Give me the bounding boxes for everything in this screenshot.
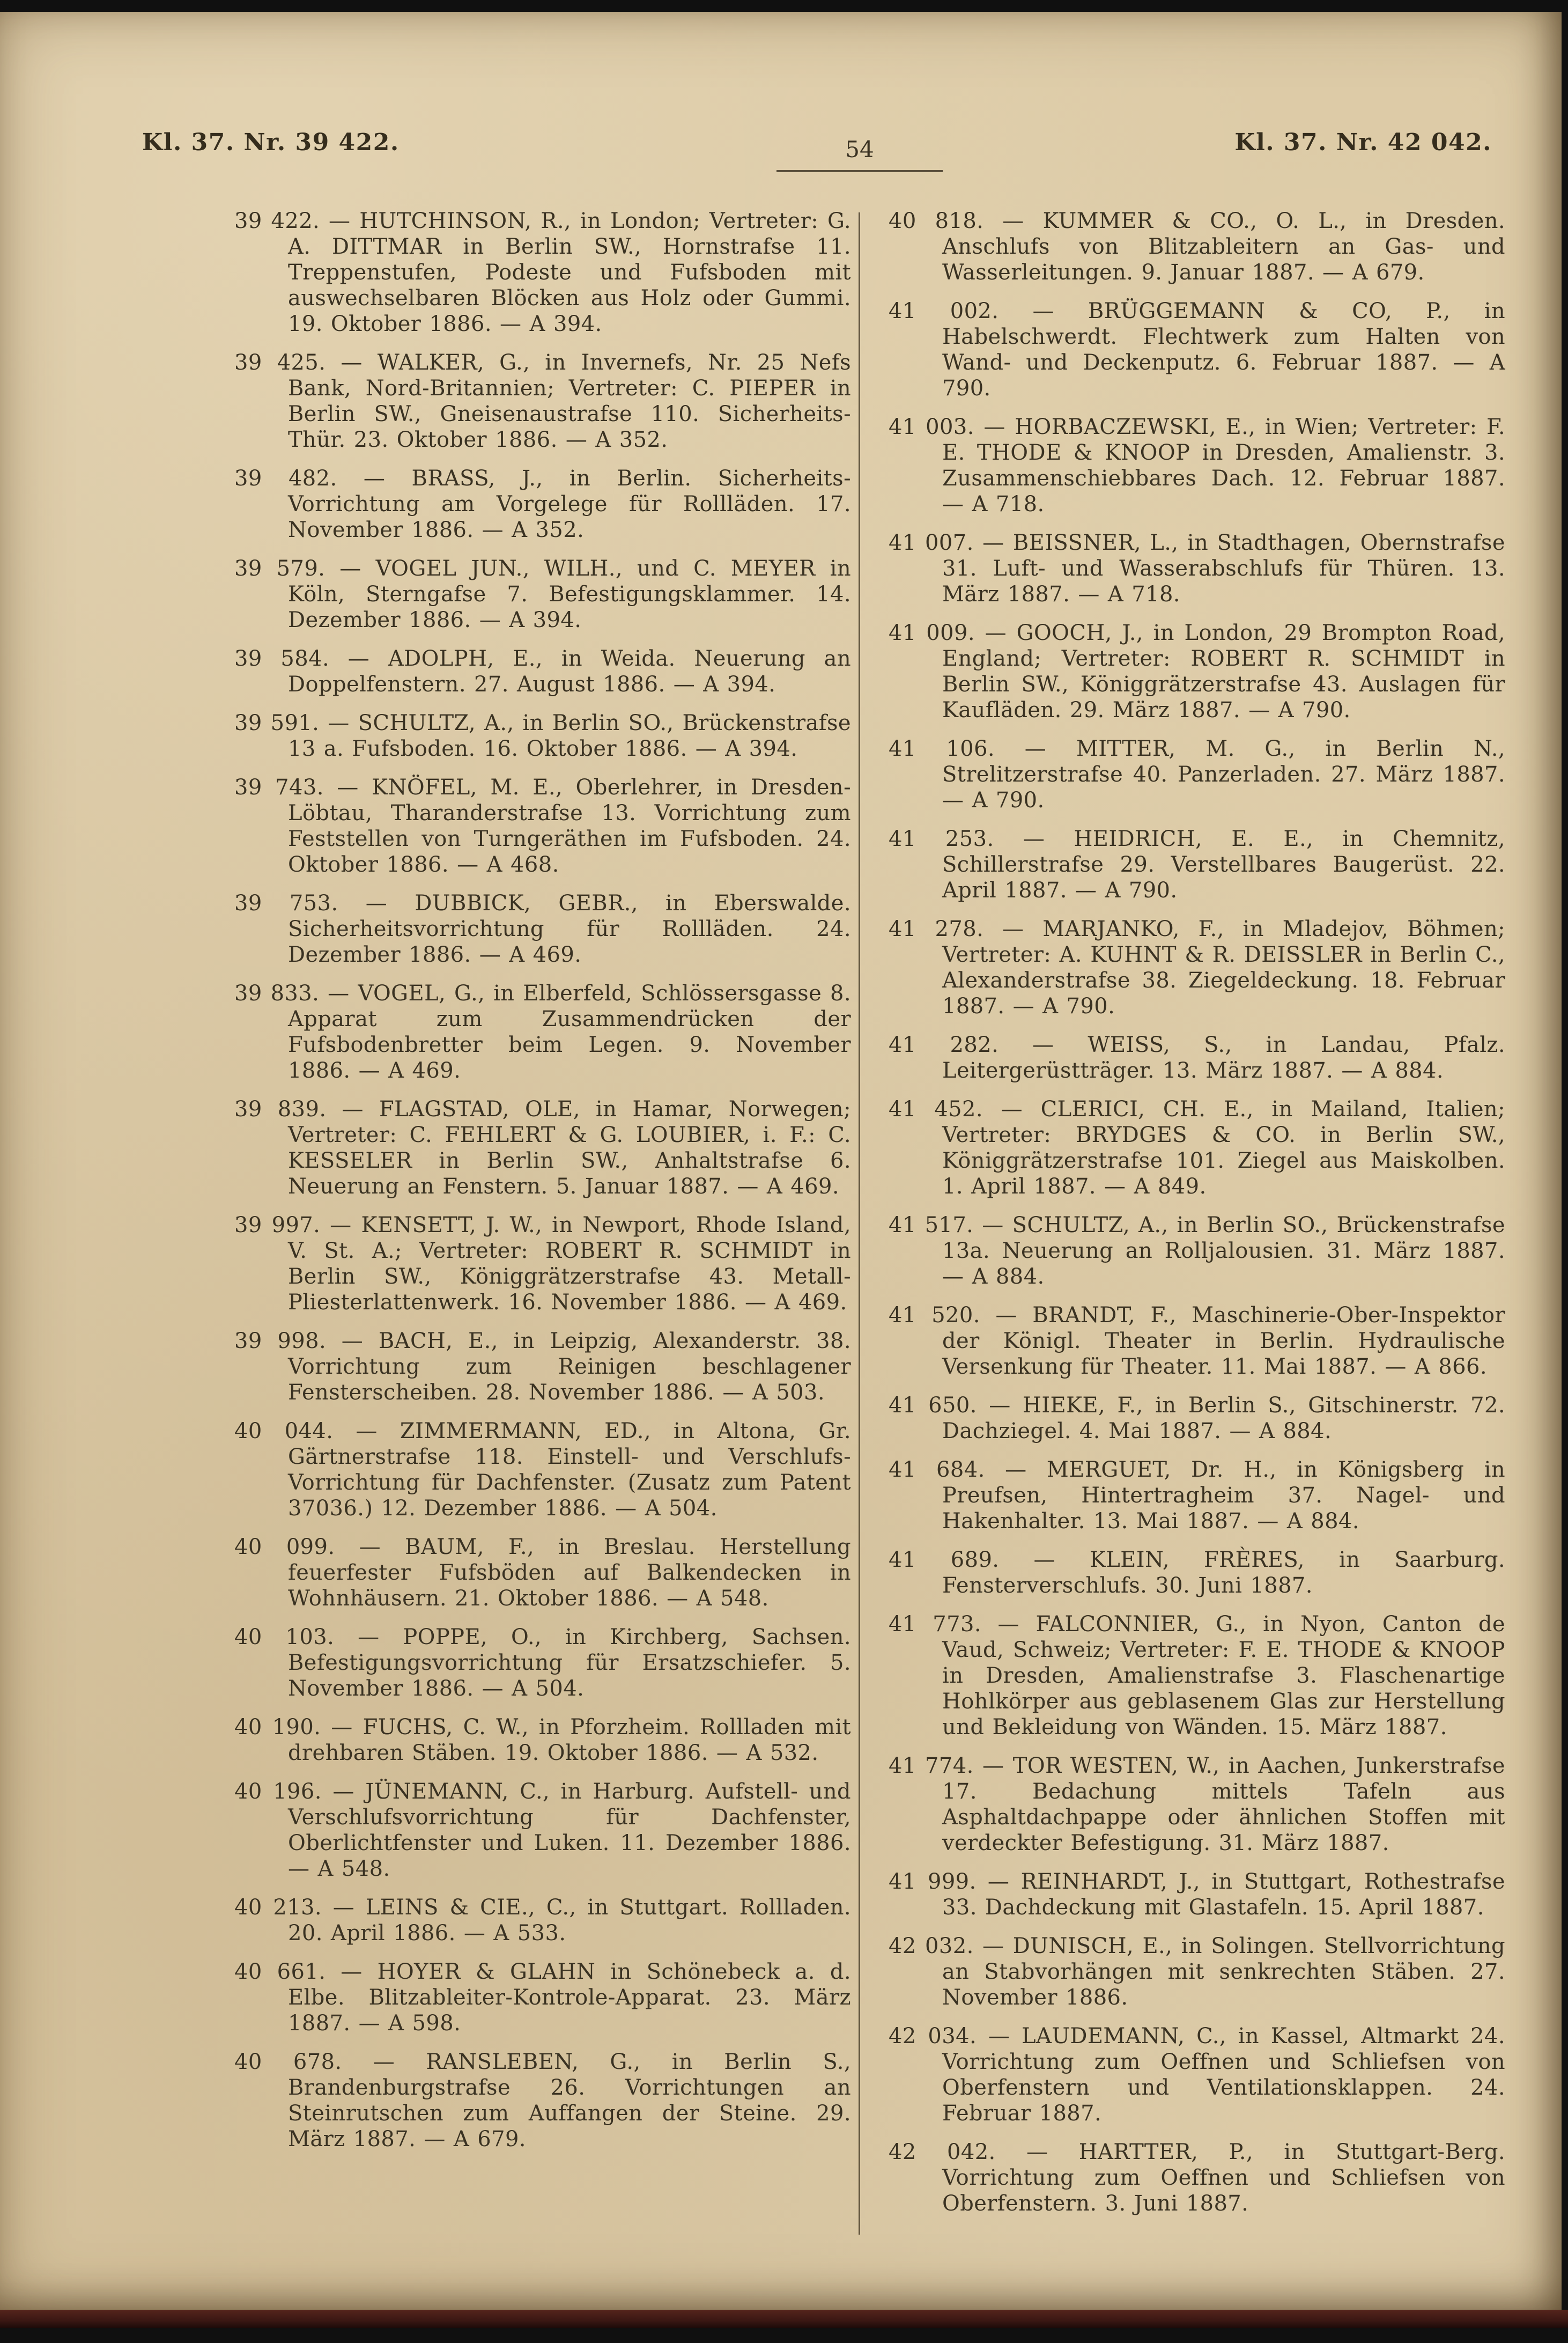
patent-entry xyxy=(889,620,1505,723)
entry-dash: — xyxy=(999,299,1088,323)
patent-number: 41 684. xyxy=(889,1457,985,1482)
patent-number: 41 774. xyxy=(889,1753,974,1778)
entry-text: POPPE, O., in Kirchberg, Sachsen. Befestigungsvorrichtung für Ersatzschiefer. 5. November 1886. — A 504. xyxy=(288,1625,851,1701)
entry-text: ZIMMERMANN, ED., in Altona, Gr. Gärtnerstrafse 118. Einstell- und Verschlufs-Vorrichtung für Dachfenster. (Zusatz zum Patent 37036.) 12. Dezember 1886. — A 504. xyxy=(288,1419,852,1521)
entry-dash: — xyxy=(329,646,388,671)
patent-entry xyxy=(889,1547,1505,1598)
patent-entry xyxy=(889,1869,1505,1920)
entry-dash: — xyxy=(974,621,1017,645)
entry-text: KENSETT, J. W., in Newport, Rhode Island, V. St. A.; Vertreter: ROBERT R. SCHMIDT in Berlin SW., Königgrätzerstrafse 43. Metall-Pliesterlattenwerk. 16. November 1886. — A 469. xyxy=(288,1213,852,1315)
entry-text: SCHULTZ, A., in Berlin SO., Brückenstrafse 13 a. Fufsboden. 16. Oktober 1886. — A 394. xyxy=(288,711,851,761)
scan-bottom-edge xyxy=(0,2310,1568,2328)
patent-entry xyxy=(234,1624,851,1701)
patent-entry xyxy=(889,1753,1505,1856)
patent-number: 41 009. xyxy=(889,621,975,645)
patent-number: 40 678. xyxy=(234,2050,342,2074)
patent-number: 41 003. xyxy=(889,415,974,439)
patent-entry xyxy=(889,826,1505,903)
patent-entry xyxy=(234,710,851,762)
entry-text: DUNISCH, E., in Solingen. Stellvorrichtung an Stabvorhängen mit senkrechten Stäben. 27. November 1886. xyxy=(942,1934,1505,2010)
entry-text: HARTTER, P., in Stuttgart-Berg. Vorrichtung zum Oeffnen und Schliefsen von Oberfenstern. 3. Juni 1887. xyxy=(942,2140,1505,2216)
entry-text: LEINS & CIE., C., in Stuttgart. Rollladen. 20. April 1886. — A 533. xyxy=(288,1895,851,1946)
entry-dash: — xyxy=(983,917,1043,941)
entry-dash: — xyxy=(319,711,358,735)
patent-entry xyxy=(889,916,1505,1019)
patent-entry xyxy=(889,2023,1505,2126)
entry-text: MERGUET, Dr. H., in Königsberg in Preufsen, Hintertragheim 37. Nagel- und Hakenhalter. 13. Mai 1887. — A 884. xyxy=(942,1457,1505,1534)
patent-number: 39 422. xyxy=(234,209,320,233)
patent-number: 39 753. xyxy=(234,891,338,916)
patent-entry xyxy=(889,1392,1505,1444)
patent-entry xyxy=(889,1096,1505,1199)
entry-dash: — xyxy=(342,2050,426,2074)
entry-text: TOR WESTEN, W., in Aachen, Junkerstrafse 17. Bedachung mittels Tafeln aus Asphaltdachpappe oder ähnlichen Stoffen mit verdeckter Befestigung. 31. März 1887. xyxy=(942,1753,1505,1855)
entry-text: LAUDEMANN, C., in Kassel, Altmarkt 24. Vorrichtung zum Oeffnen und Schliefsen von Oberfenstern und Ventilationsklappen. 24. Februar 1887. xyxy=(942,2024,1505,2126)
patent-entry xyxy=(234,1714,851,1766)
entry-text: HIEKE, F., in Berlin S., Gitschinerstr. 72. Dachziegel. 4. Mai 1887. — A 884. xyxy=(942,1393,1505,1443)
patent-number: 41 689. xyxy=(889,1548,1000,1572)
patent-number: 40 818. xyxy=(889,209,984,233)
paper xyxy=(0,12,1562,2310)
page-number: 54 xyxy=(845,136,874,163)
entry-text: SCHULTZ, A., in Berlin SO., Brückenstrafse 13a. Neuerung an Rolljalousien. 31. März 1887. — A 884. xyxy=(942,1213,1505,1289)
entry-text: BRANDT, F., Maschinerie-Ober-Inspektor der Königl. Theater in Berlin. Hydraulische Versenkung für Theater. 11. Mai 1887. — A 866. xyxy=(942,1303,1505,1379)
patent-number: 41 002. xyxy=(889,299,999,323)
patent-number: 41 773. xyxy=(889,1612,981,1637)
patent-entry xyxy=(889,298,1505,401)
entry-text: MARJANKO, F., in Mladejov, Böhmen; Vertreter: A. KUHNT & R. DEISSLER in Berlin C., Alexanderstrafse 38. Ziegeldeckung. 18. Februar 1887. — A 790. xyxy=(942,917,1505,1019)
entry-dash: — xyxy=(995,2140,1079,2164)
entry-text: KUMMER & CO., O. L., in Dresden. Anschlufs von Blitzableitern an Gas- und Wasserleitungen. 9. Januar 1887. — A 679. xyxy=(942,209,1506,285)
patent-entry xyxy=(889,414,1505,517)
entry-dash: — xyxy=(326,1959,378,1984)
entry-text: HEIDRICH, E. E., in Chemnitz, Schillerstrafse 29. Verstellbares Baugerüst. 22. April 1887. — A 790. xyxy=(942,827,1505,903)
entry-dash: — xyxy=(999,1033,1088,1057)
patent-entry xyxy=(234,2049,851,2152)
entry-text: BEISSNER, L., in Stadthagen, Obernstrafse 31. Luft- und Wasserabschlufs für Thüren. 13. März 1887. — A 718. xyxy=(942,531,1505,607)
patent-number: 40 099. xyxy=(234,1535,335,1559)
patent-entry xyxy=(234,556,851,633)
entry-dash: — xyxy=(321,1779,366,1804)
entry-text: BRÜGGEMANN & CO, P., in Habelschwerdt. Flechtwerk zum Halten von Wand- und Deckenputz. 6. Februar 1887. — A 790. xyxy=(942,299,1505,401)
patent-number: 41 650. xyxy=(889,1393,977,1418)
patent-entry xyxy=(889,1302,1505,1380)
patent-number: 41 007. xyxy=(889,531,974,555)
entry-dash: — xyxy=(320,209,360,233)
patent-number: 40 190. xyxy=(234,1715,321,1740)
entry-dash: — xyxy=(983,209,1043,233)
patent-entry xyxy=(234,775,851,878)
patent-entry xyxy=(234,208,851,337)
patent-entry xyxy=(234,1096,851,1199)
patent-entry xyxy=(889,2139,1505,2216)
entry-text: WALKER, G., in Invernefs, Nr. 25 Nefs Bank, Nord-Britannien; Vertreter: C. PIEPER in Berlin SW., Gneisenaustrafse 110. Sicherheits-Thür. 23. Oktober 1886. — A 352. xyxy=(288,350,851,452)
patent-entry xyxy=(234,1328,851,1405)
patent-entry xyxy=(234,1895,851,1946)
entry-dash: — xyxy=(981,1612,1036,1637)
entry-text: FLAGSTAD, OLE, in Hamar, Norwegen; Vertreter: C. FEHLERT & G. LOUBIER, i. F.: C. KESSELER in Berlin SW., Anhaltstrafse 6. Neuerung an Fenstern. 5. Januar 1887. — A 469. xyxy=(288,1097,851,1199)
entry-text: MITTER, M. G., in Berlin N., Strelitzerstrafse 40. Panzerladen. 27. März 1887. — A 790. xyxy=(942,736,1505,813)
patent-entry xyxy=(889,1212,1505,1290)
patent-number: 39 839. xyxy=(234,1097,327,1122)
entry-text: DUBBICK, GEBR., in Eberswalde. Sicherheitsvorrichtung für Rollläden. 24. Dezember 1886. — A 469. xyxy=(288,891,851,967)
patent-entry xyxy=(889,1611,1505,1740)
patent-entry xyxy=(889,208,1505,285)
entry-text: WEISS, S., in Landau, Pfalz. Leitergerüstträger. 13. März 1887. — A 884. xyxy=(942,1033,1505,1083)
patent-entry xyxy=(889,1457,1505,1534)
entry-dash: — xyxy=(973,1753,1013,1778)
entry-dash: — xyxy=(973,531,1013,555)
patent-number: 40 103. xyxy=(234,1625,335,1649)
entry-dash: — xyxy=(323,775,372,800)
patent-number: 42 042. xyxy=(889,2140,996,2164)
entry-dash: — xyxy=(980,1303,1033,1328)
entry-dash: — xyxy=(337,466,412,491)
patent-entry xyxy=(234,1212,851,1315)
entry-text: HUTCHINSON, R., in London; Vertreter: G. A. DITTMAR in Berlin SW., Hornstrafse 11. Treppenstufen, Podeste und Fufsboden mit auswechselbaren Blöcken aus Holz oder Gummi. 19. Oktober 1886. — A 394. xyxy=(288,209,851,336)
patent-entry xyxy=(234,350,851,453)
entry-dash: — xyxy=(335,1535,405,1559)
entry-text: RANSLEBEN, G., in Berlin S., Brandenburgstrafse 26. Vorrichtungen an Steinrutschen zum Auffangen der Steine. 29. März 1887. — A 679. xyxy=(288,2050,851,2152)
entry-dash: — xyxy=(321,1715,363,1740)
entry-text: HORBACZEWSKI, E., in Wien; Vertreter: F. E. THODE & KNOOP in Dresden, Amalienstr. 3. Zusammenschiebbares Dach. 12. Februar 1887. — A 718. xyxy=(942,415,1505,517)
patent-number: 39 998. xyxy=(234,1329,327,1353)
patent-number: 39 997. xyxy=(234,1213,321,1237)
patent-entry xyxy=(234,646,851,697)
entry-dash: — xyxy=(325,556,376,581)
patent-number: 39 743. xyxy=(234,775,324,800)
patent-entry xyxy=(889,1032,1505,1084)
patent-entry xyxy=(234,1418,851,1521)
patent-number: 41 282. xyxy=(889,1033,999,1057)
entry-dash: — xyxy=(333,1419,400,1443)
entry-text: KLEIN, FRÈRES, in Saarburg. Fensterverschlufs. 30. Juni 1887. xyxy=(942,1548,1505,1598)
patent-number: 40 196. xyxy=(234,1779,322,1804)
entry-dash: — xyxy=(977,2024,1022,2049)
entry-dash: — xyxy=(976,1869,1021,1894)
entry-dash: — xyxy=(995,736,1076,761)
patent-entry xyxy=(234,1779,851,1882)
patent-number: 40 661. xyxy=(234,1959,326,1984)
patent-entry xyxy=(234,466,851,543)
entry-dash: — xyxy=(973,1934,1013,1958)
entry-text: JÜNEMANN, C., in Harburg. Aufstell- und Verschlufsvorrichtung für Dachfenster, Oberlichtfenster und Luken. 11. Dezember 1886. — A 548. xyxy=(288,1779,851,1881)
patent-number: 41 253. xyxy=(889,827,994,851)
entry-text: HOYER & GLAHN in Schönebeck a. d. Elbe. Blitzableiter-Kontrole-Apparat. 23. März 1887. — A 598. xyxy=(288,1959,851,2036)
patent-number: 39 584. xyxy=(234,646,330,671)
page-number-block xyxy=(776,136,943,172)
entry-text: CLERICI, CH. E., in Mailand, Italien; Vertreter: BRYDGES & CO. in Berlin SW., Königgrätzerstrafse 101. Ziegel aus Maiskolben. 1. April 1887. — A 849. xyxy=(942,1097,1505,1199)
entry-text: FUCHS, C. W., in Pforzheim. Rollladen mit drehbaren Stäben. 19. Oktober 1886. — A 532. xyxy=(288,1715,851,1765)
entry-dash: — xyxy=(999,1548,1090,1572)
entry-dash: — xyxy=(338,891,415,916)
patent-number: 41 278. xyxy=(889,917,984,941)
patent-number: 42 032. xyxy=(889,1934,974,1958)
patent-number: 41 999. xyxy=(889,1869,977,1894)
entry-text: BRASS, J., in Berlin. Sicherheits-Vorrichtung am Vorgelege für Rollläden. 17. November 1886. — A 352. xyxy=(288,466,851,542)
patent-number: 39 591. xyxy=(234,711,320,735)
entry-dash: — xyxy=(326,350,378,375)
entry-text: GOOCH, J., in London, 29 Brompton Road, England; Vertreter: ROBERT R. SCHMIDT in Berlin SW., Königgrätzerstrafse 43. Auslagen für Kaufläden. 29. März 1887. — A 790. xyxy=(942,621,1505,723)
entry-dash: — xyxy=(977,1393,1023,1418)
entry-text: ADOLPH, E., in Weida. Neuerung an Doppelfenstern. 27. August 1886. — A 394. xyxy=(288,646,851,697)
patent-entry xyxy=(234,1959,851,2036)
left-column xyxy=(234,208,851,2165)
patent-number: 39 425. xyxy=(234,350,326,375)
patent-entry xyxy=(234,890,851,968)
patent-number: 40 213. xyxy=(234,1895,322,1920)
column-divider xyxy=(859,212,860,2235)
patent-entry xyxy=(234,981,851,1084)
entry-dash: — xyxy=(326,1097,379,1122)
patent-number: 41 452. xyxy=(889,1097,983,1122)
patent-entry xyxy=(889,736,1505,813)
entry-dash: — xyxy=(973,1213,1012,1237)
header-class-right: Kl. 37. Nr. 42 042. xyxy=(1234,129,1492,156)
entry-text: VOGEL JUN., WILH., und C. MEYER in Köln, Sterngafse 7. Befestigungsklammer. 14. Dezember 1886. — A 394. xyxy=(288,556,851,632)
entry-text: BACH, E., in Leipzig, Alexanderstr. 38. Vorrichtung zum Reinigen beschlagener Fensterscheiben. 28. November 1886. — A 503. xyxy=(288,1329,851,1405)
entry-dash: — xyxy=(994,827,1074,851)
entry-dash: — xyxy=(334,1625,403,1649)
patent-number: 39 579. xyxy=(234,556,326,581)
entry-dash: — xyxy=(319,981,358,1006)
patent-number: 41 517. xyxy=(889,1213,974,1237)
patent-number: 41 520. xyxy=(889,1303,980,1328)
entry-dash: — xyxy=(322,1895,366,1920)
entry-text: KNÖFEL, M. E., Oberlehrer, in Dresden-Löbtau, Tharanderstrafse 13. Vorrichtung zum Feststellen von Turngeräthen im Fufsboden. 24. Oktober 1886. — A 468. xyxy=(288,775,851,877)
patent-entry xyxy=(889,1933,1505,2010)
entry-dash: — xyxy=(326,1329,379,1353)
entry-text: VOGEL, G., in Elberfeld, Schlössersgasse 8. Apparat zum Zusammendrücken der Fufsbodenbretter beim Legen. 9. November 1886. — A 469. xyxy=(288,981,851,1083)
entry-text: REINHARDT, J., in Stuttgart, Rothestrafse 33. Dachdeckung mit Glastafeln. 15. April 1887. xyxy=(942,1869,1506,1920)
patent-entry xyxy=(234,1534,851,1611)
right-column xyxy=(889,208,1505,2229)
entry-dash: — xyxy=(974,415,1015,439)
patent-number: 39 482. xyxy=(234,466,337,491)
patent-number: 42 034. xyxy=(889,2024,977,2049)
header-class-left: Kl. 37. Nr. 39 422. xyxy=(142,129,400,156)
patent-entry xyxy=(889,530,1505,607)
entry-text: FALCONNIER, G., in Nyon, Canton de Vaud, Schweiz; Vertreter: F. E. THODE & KNOOP in Dresden, Amalienstrafse 3. Flaschenartige Hohlkörper aus geblasenem Glas zur Herstellung und Bekleidung von Wänden. 15. März 1887. xyxy=(942,1612,1505,1740)
entry-text: BAUM, F., in Breslau. Herstellung feuerfester Fufsböden auf Balkendecken in Wohnhäusern. 21. Oktober 1886. — A 548. xyxy=(288,1535,851,1611)
entry-dash: — xyxy=(985,1457,1047,1482)
patent-number: 40 044. xyxy=(234,1419,334,1443)
patent-number: 41 106. xyxy=(889,736,995,761)
entry-dash: — xyxy=(320,1213,361,1237)
patent-number: 39 833. xyxy=(234,981,320,1006)
entry-dash: — xyxy=(983,1097,1041,1122)
